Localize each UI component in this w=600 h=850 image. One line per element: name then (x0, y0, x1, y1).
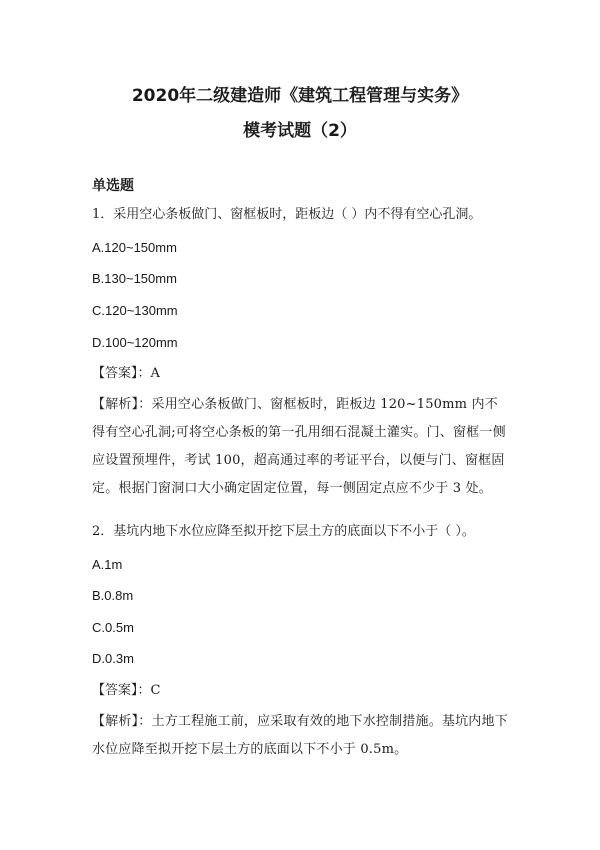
document-title: 2020年二级建造师《建筑工程管理与实务》 (131, 86, 469, 106)
question-2-option-d: D.0.3m (92, 651, 134, 666)
document-subtitle: 模考试题（2） (243, 121, 357, 141)
section-heading: 单选题 (92, 178, 134, 194)
question-1-analysis: 【解析】：采用空心条板做门、窗框板时，距板边 120~150mm 内不得有空心孔洞;可将空心条板的第一孔用细石混凝土灌实。门、窗框一侧应设置预埋件，考试 100，超高通过率的考证平台，以便与门、窗框固定。根据门窗洞口大小确定固定位置，每一侧固定点应不少于 3 处。 (92, 397, 506, 496)
question-2-stem: 2．基坑内地下水位应降至拟开挖下层土方的底面以下不小于（ ）。 (92, 524, 475, 539)
question-2-answer: 【答案】：C (92, 683, 161, 698)
question-1-option-a: A.120~150mm (92, 240, 177, 255)
question-1-option-b: B.130~150mm (92, 271, 177, 286)
question-2-analysis: 【解析】：土方工程施工前，应采取有效的地下水控制措施。基坑内地下水位应降至拟开挖下层土方的底面以下不小于 0.5m。 (92, 714, 508, 757)
question-1-option-c: C.120~130mm (92, 303, 178, 318)
question-2-option-a: A.1m (92, 557, 123, 572)
question-2-option-c: C.0.5m (92, 620, 134, 635)
question-1-stem: 1．采用空心条板做门、窗框板时，距板边（ ）内不得有空心孔洞。 (92, 207, 482, 222)
question-1-answer: 【答案】：A (92, 366, 160, 381)
question-2-option-b: B.0.8m (92, 588, 134, 603)
question-1-option-d: D.100~120mm (92, 335, 178, 350)
